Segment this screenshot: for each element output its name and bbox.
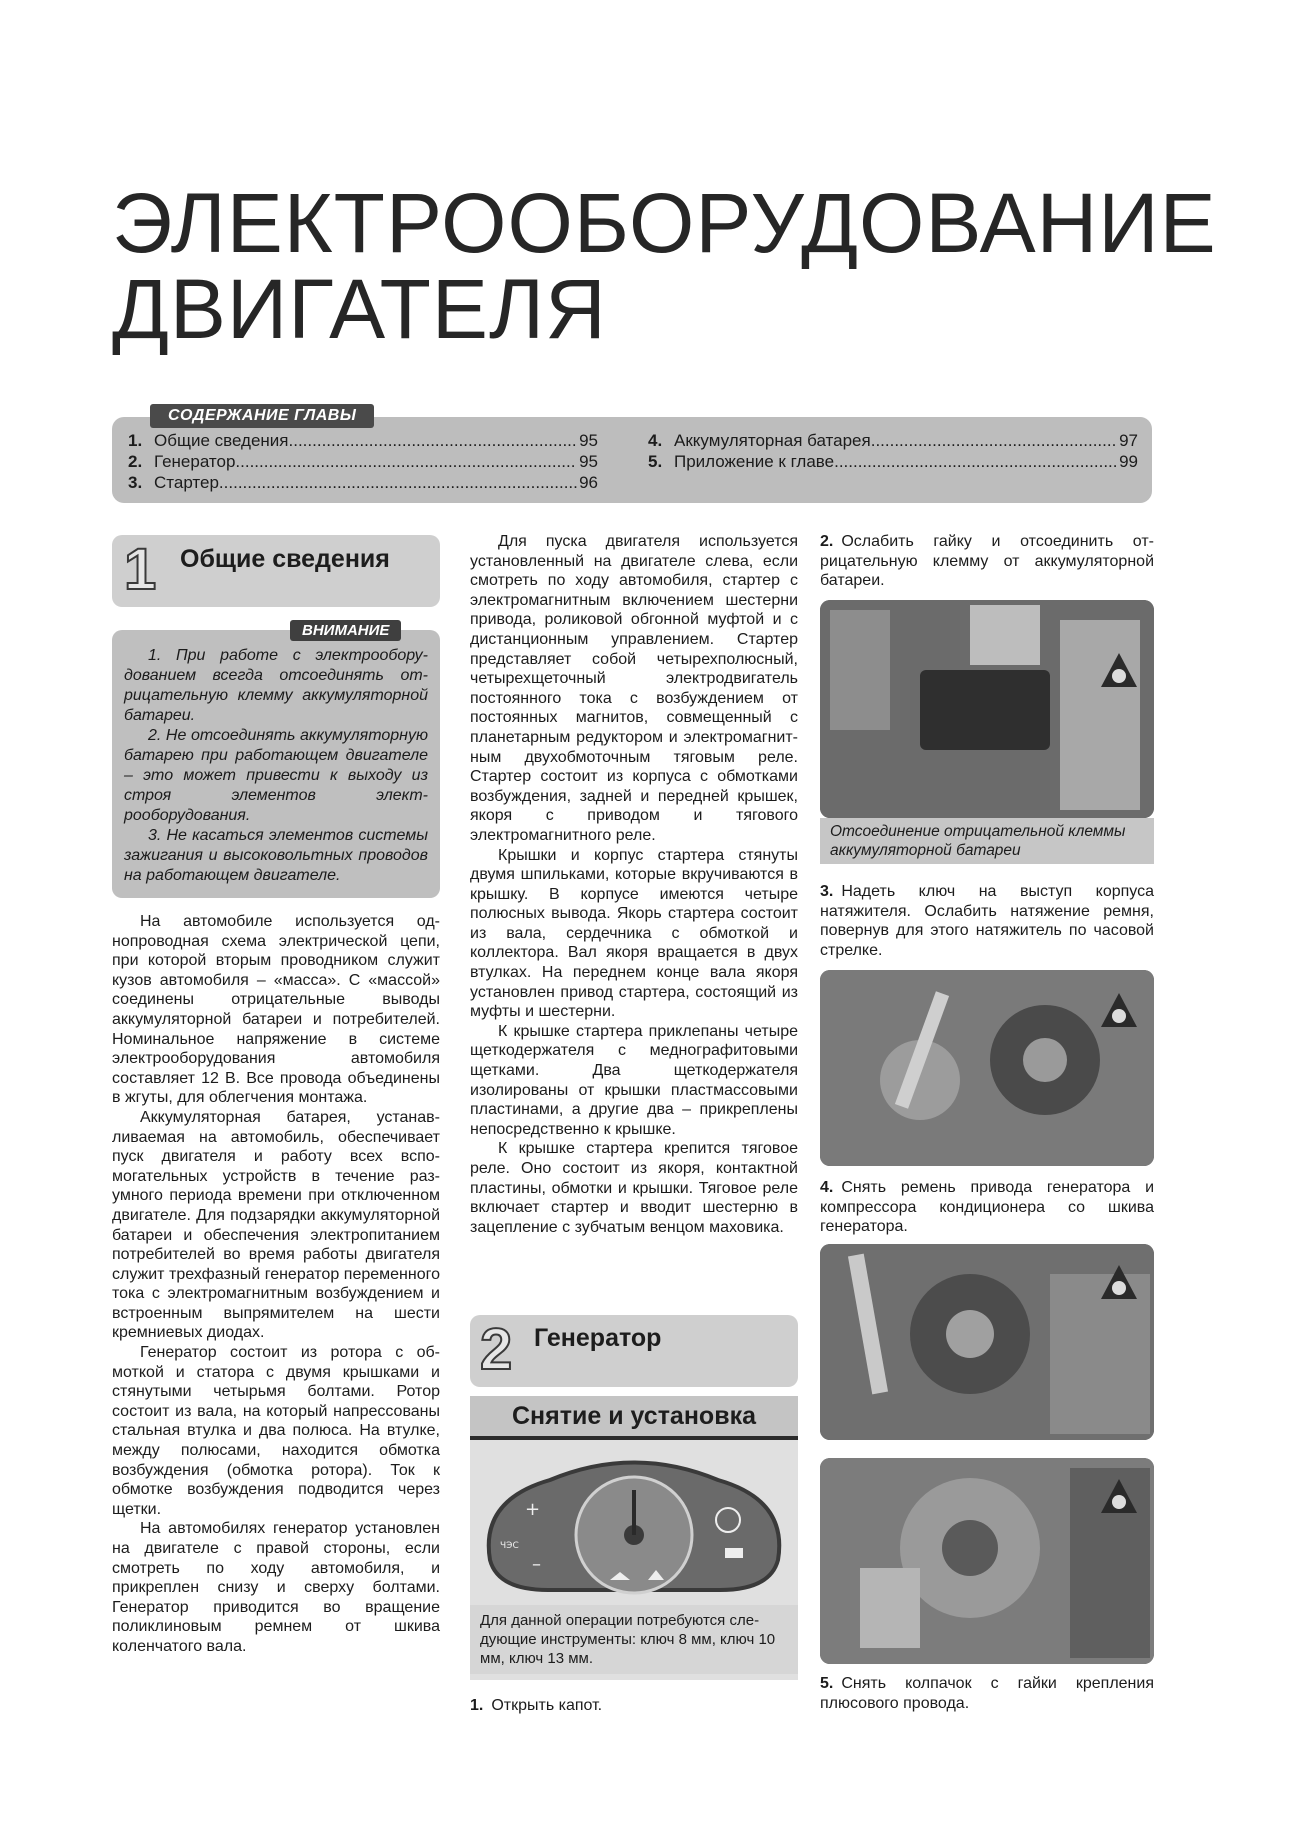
toc-item[interactable]: 2. Генератор ..... 95 — [128, 451, 598, 472]
paragraph: Генератор состоит из ротора с обмоткой и статора с двумя крышками и стянутыми четырьмя болтами. Ротор состоит из вала, на который напрессованы стальная втулка и два полюса. На втулке, между полюсами, находится обмотка возбуждения (обмотка ротора). Ток к обмотке возбуждения подводится через щетки. — [112, 1344, 440, 1518]
step-1: 1. Открыть капот. — [470, 1697, 603, 1714]
photo-caption: Отсоединение отрицательной клеммы аккумуляторной батареи — [820, 818, 1154, 864]
photo-battery — [820, 600, 1154, 818]
page-title-line2: ДВИГАТЕЛЯ — [112, 262, 607, 356]
svg-text:+: + — [525, 1499, 541, 1520]
section-2-title: Генератор — [534, 1324, 662, 1352]
subsection-title: Снятие и установка — [470, 1396, 798, 1440]
section-2-number: 2 — [480, 1317, 513, 1382]
paragraph: К крышке стартера крепится тяговое реле. Оно состоит из якоря, контактной пластины, обмотки и крышки. Тяговое реле включает стартер и вводит шестерню в зацепление с зубчатым венцом маховика. — [470, 1140, 798, 1236]
toc-item[interactable]: 3. Стартер ..... 96 — [128, 472, 598, 493]
gauge-label: ЧЭС — [500, 1541, 519, 1551]
warning-item: 1. При работе с электрооборудованием всегда отсоединять отрицательную клемму аккумуляторной батареи. — [124, 647, 428, 724]
page-title-line1: ЭЛЕКТРООБОРУДОВАНИЕ — [112, 176, 1217, 270]
step-3: 3. Надеть ключ на выступ корпуса натяжителя. Ослабить натяжение ремня, повернув для этого натяжитель по часовой стрелке. — [820, 883, 1154, 959]
tools-note: Для данной операции потребуются следующие инструменты: ключ 8 мм, ключ 10 мм, ключ 13 мм. — [470, 1605, 798, 1674]
warning-label: ВНИМАНИЕ — [290, 620, 401, 641]
column-1-text — [112, 912, 440, 1657]
step-4: 4. Снять ремень привода генератора и компрессора кондиционера со шкива генератора. — [820, 1179, 1154, 1236]
toc-item[interactable]: 4. Аккумуляторная батарея ..... 97 — [648, 430, 1138, 451]
step-5: 5. Снять колпачок с гайки крепления плюсового провода. — [820, 1675, 1154, 1712]
paragraph: На автомобилях генератор установлен на двигателе с правой стороны, если смотреть по ходу автомобиля, и прикреплен снизу и сверху болтами. Генератор приводится во вращение поликлиновым ремнем от шкива коленчатого вала. — [112, 1520, 440, 1655]
camera-mark-icon — [1098, 1476, 1140, 1518]
toc-column-left — [128, 430, 598, 493]
warning-item: 2. Не отсоединять аккумуляторную батарею при работающем двигателе – это может привести к выходу из строя элементов электрооборудования. — [124, 727, 428, 824]
camera-mark-icon — [1098, 990, 1140, 1032]
paragraph: Для пуска двигателя используется установленный на двигателе слева, если смотреть по ходу автомобиля, стартер с электромагнитным включением шестерни привода, роликовой обгонной муфтой и с дистанционным управлением. Стартер представляет собой четырехполюсный, четырехщеточный электродвигатель постоянного тока с возбуждением от постоянных магнитов, совмещенный с планетарным редуктором и электромагнитным двухобмоточным тяговым реле. Стартер состоит из корпуса с обмотками возбуждения, задней и передней крышек, якоря с приводом и тягового электромагнитного реле. — [470, 533, 798, 844]
camera-mark-icon — [1098, 1262, 1140, 1304]
step-2: 2. Ослабить гайку и отсоединить отрицательную клемму от аккумуляторной батареи. — [820, 533, 1154, 590]
car-icon — [725, 1548, 743, 1558]
page-title — [112, 176, 1217, 356]
svg-text:–: – — [532, 1554, 541, 1575]
instrument-cluster-image — [470, 1440, 798, 1610]
toc-column-right — [648, 430, 1138, 472]
warning-item: 3. Не касаться элементов системы зажигания и высоковольтных проводов на работающем двигателе. — [124, 827, 428, 884]
toc-item[interactable]: 1. Общие сведения ..... 95 — [128, 430, 598, 451]
paragraph: Аккумуляторная батарея, устанавливаемая на автомобиль, обеспечивает пуск двигателя и работу всех вспомогательных устройств в течение разумного периода времени при отключенном двигателе. Для подзарядки аккумуляторной батареи и обеспечения электропитанием потребителей во время работы двигателя служит трехфазный генератор переменного тока с электромагнитным возбуждением и встроенным выпрямителем на шести кремниевых диодах. — [112, 1108, 440, 1342]
paragraph: Крышки и корпус стартера стянуты двумя шпильками, которые вкручиваются в крышку. В корпусе имеются четыре полюсных вывода. Якорь стартера состоит из вала, сердечника с обмоткой и коллектора. Вал якоря вращается в двух втулках. На переднем конце вала якоря установлен привод стартера, состоящий из муфты и шестерни. — [470, 846, 798, 1021]
paragraph: На автомобиле используется однопроводная схема электрической цепи, при которой вторым проводником служит кузов автомобиля – «масса». С «массой» соединены отрицательные выводы аккумуляторной батареи и потребителей. Номинальное напряжение в системе электрооборудования автомобиля составляет 12 В. Все провода объединены в жгуты, для облегчения монтажа. — [112, 913, 440, 1107]
toc-item[interactable]: 5. Приложение к главе ..... 99 — [648, 451, 1138, 472]
column-2-text — [470, 532, 798, 1237]
camera-mark-icon — [1098, 650, 1140, 692]
chapter-contents-label: СОДЕРЖАНИЕ ГЛАВЫ — [150, 404, 374, 428]
section-1-title: Общие сведения — [180, 545, 390, 573]
section-1-number: 1 — [124, 537, 157, 602]
warning-text — [124, 646, 428, 886]
paragraph: К крышке стартера приклепаны четыре щеткодержателя с меднографитовыми щетками. Два щеткодержателя изолированы от крышки пластмассовыми пластинами, а другие два – прикреплены непосредственно к крышке. — [470, 1022, 798, 1138]
battery-photo-image — [820, 600, 1154, 818]
